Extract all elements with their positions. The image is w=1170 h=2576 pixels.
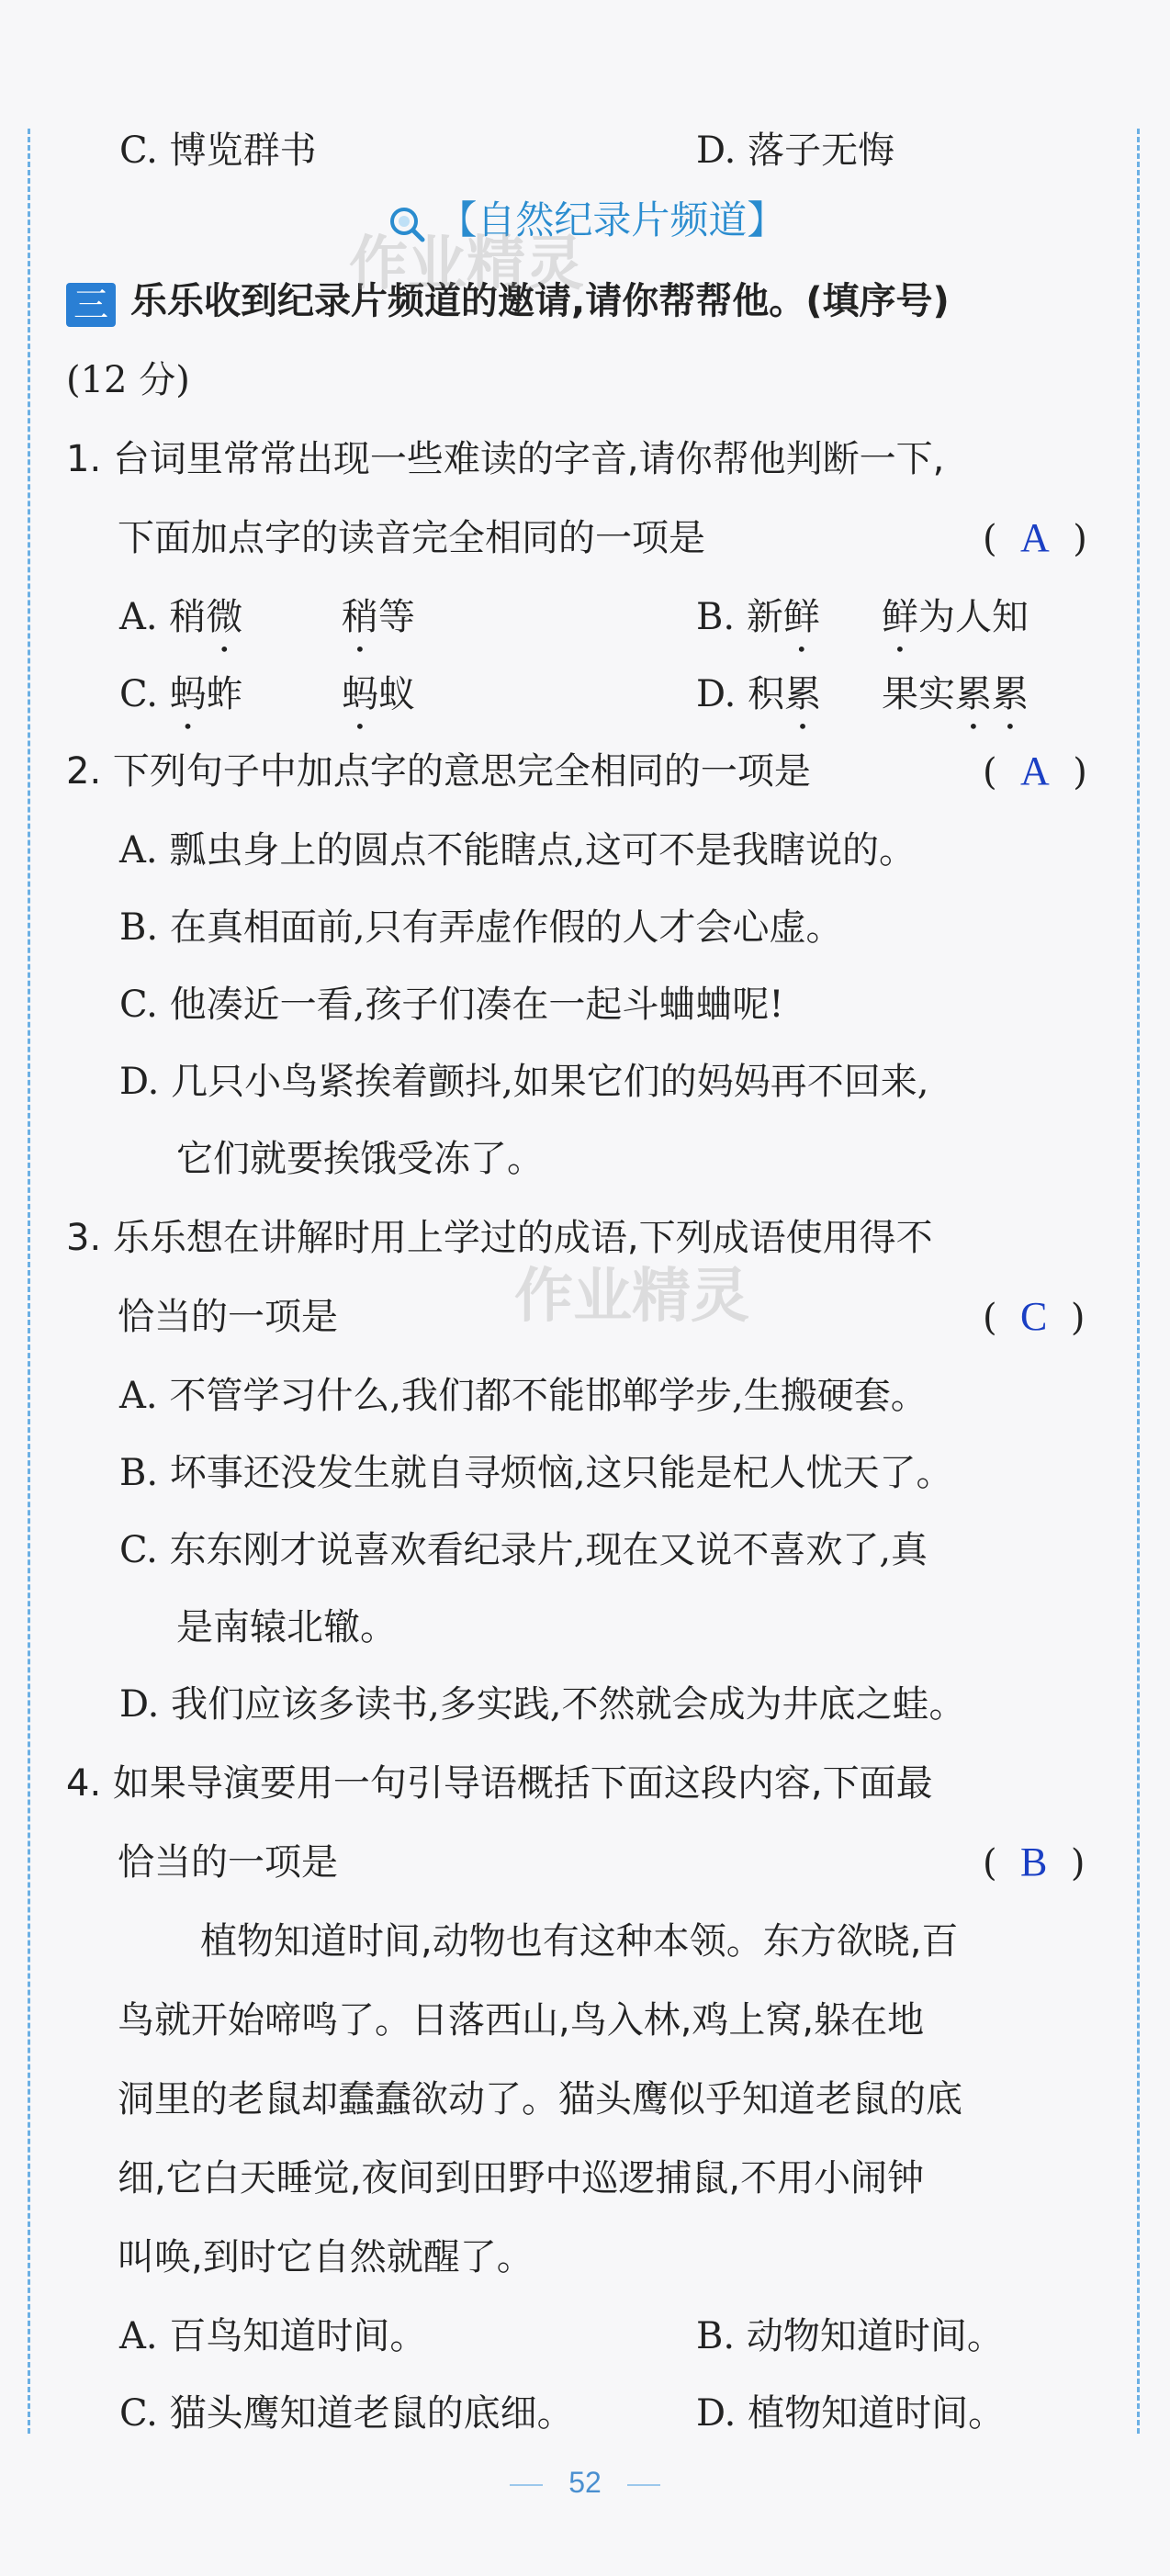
watermark: 作业精灵 (514, 1263, 749, 1331)
q3-option-c-line2: 是南辕北辙。 (176, 1606, 397, 1648)
q4-passage-line2: 鸟就开始啼鸣了。日落西山,鸟入林,鸡上窝,躲在地 (118, 1999, 925, 2042)
option-c-prev: C. 博览群书 (119, 129, 317, 172)
q2-option-b: B. 在真相面前,只有弄虚作假的人才会心虚。 (119, 906, 843, 949)
q4-passage-line5: 叫唤,到时它自然就醒了。 (118, 2236, 534, 2278)
q3-answer: C (1020, 1294, 1048, 1339)
q4-stem-line2: 恰当的一项是 (118, 1841, 338, 1884)
q3-option-a: A. 不管学习什么,我们都不能邯郸学步,生搬硬套。 (119, 1375, 928, 1417)
q2-answer-bracket: ( A ) (983, 748, 1087, 793)
q1-option-c-word1: C. 蚂蚱 (119, 673, 243, 715)
option-d-prev: D. 落子无悔 (696, 129, 895, 172)
q1-option-d-word1: D. 积累 (696, 673, 822, 715)
q4-stem-line1: 4. 如果导演要用一句引导语概括下面这段内容,下面最 (66, 1762, 933, 1805)
q1-option-d-word2: 果实累累 (882, 673, 1029, 715)
q4-option-d: D. 植物知道时间。 (696, 2392, 1006, 2435)
q3-stem-line1: 3. 乐乐想在讲解时用上学过的成语,下列成语使用得不 (66, 1217, 933, 1259)
q4-passage-line4: 细,它白天睡觉,夜间到田野中巡逻捕鼠,不用小闹钟 (118, 2157, 925, 2199)
q2-option-d-line1: D. 几只小鸟紧挨着颤抖,如果它们的妈妈再不回来, (119, 1061, 929, 1103)
q4-option-a: A. 百鸟知道时间。 (119, 2315, 427, 2357)
q2-option-d-line2: 它们就要挨饿受冻了。 (176, 1138, 544, 1180)
section-score: (12 分) (66, 359, 190, 401)
watermark: 作业精灵 (349, 231, 584, 298)
q3-option-c-line1: C. 东东刚才说喜欢看纪录片,现在又说不喜欢了,真 (119, 1529, 928, 1571)
q1-option-b-word2: 鲜为人知 (882, 596, 1029, 638)
q4-answer-bracket: ( B ) (983, 1839, 1086, 1884)
q2-option-c: C. 他凑近一看,孩子们凑在一起斗蛐蛐呢! (119, 984, 784, 1026)
section-heading: 乐乐收到纪录片频道的邀请,请你帮帮他。(填序号) (130, 280, 950, 322)
q1-option-a-word1: A. 稍微 (119, 596, 243, 638)
q2-answer: A (1020, 748, 1050, 793)
q4-passage-line1: 植物知道时间,动物也有这种本领。东方欲晓,百 (200, 1920, 959, 1963)
q1-option-b-word1: B. 新鲜 (696, 596, 820, 638)
right-dashed-margin (1137, 129, 1140, 2434)
q1-option-c-word2: 蚂蚁 (342, 673, 415, 715)
q3-stem-line2: 恰当的一项是 (118, 1296, 338, 1338)
q1-stem-line2: 下面加点字的读音完全相同的一项是 (118, 517, 705, 559)
q3-option-d: D. 我们应该多读书,多实践,不然就会成为井底之蛙。 (119, 1683, 966, 1726)
section-number-badge: 三 (66, 283, 116, 327)
left-dashed-margin (28, 129, 30, 2434)
q4-passage-line3: 洞里的老鼠却蠢蠢欲动了。猫头鹰似乎知道老鼠的底 (118, 2078, 962, 2120)
q4-answer: B (1020, 1839, 1048, 1884)
q2-option-a: A. 瓢虫身上的圆点不能瞎点,这可不是我瞎说的。 (119, 829, 917, 872)
page-number-text: 52 (568, 2466, 602, 2499)
q1-answer: A (1020, 515, 1050, 560)
q3-answer-bracket: ( C ) (983, 1294, 1086, 1339)
q1-option-a-word2: 稍等 (342, 596, 415, 638)
q1-answer-bracket: ( A ) (983, 515, 1087, 560)
q4-option-c: C. 猫头鹰知道老鼠的底细。 (119, 2392, 574, 2435)
page-number (0, 2466, 1170, 2500)
q1-stem-line1: 1. 台词里常常出现一些难读的字音,请你帮他判断一下, (66, 438, 945, 480)
q4-option-b: B. 动物知道时间。 (696, 2315, 1004, 2357)
section-title-text: 【自然纪录片频道】 (438, 197, 786, 242)
q3-option-b: B. 坏事还没发生就自寻烦恼,这只能是杞人忧天了。 (119, 1452, 953, 1494)
q2-stem: 2. 下列句子中加点字的意思完全相同的一项是 (66, 750, 811, 793)
